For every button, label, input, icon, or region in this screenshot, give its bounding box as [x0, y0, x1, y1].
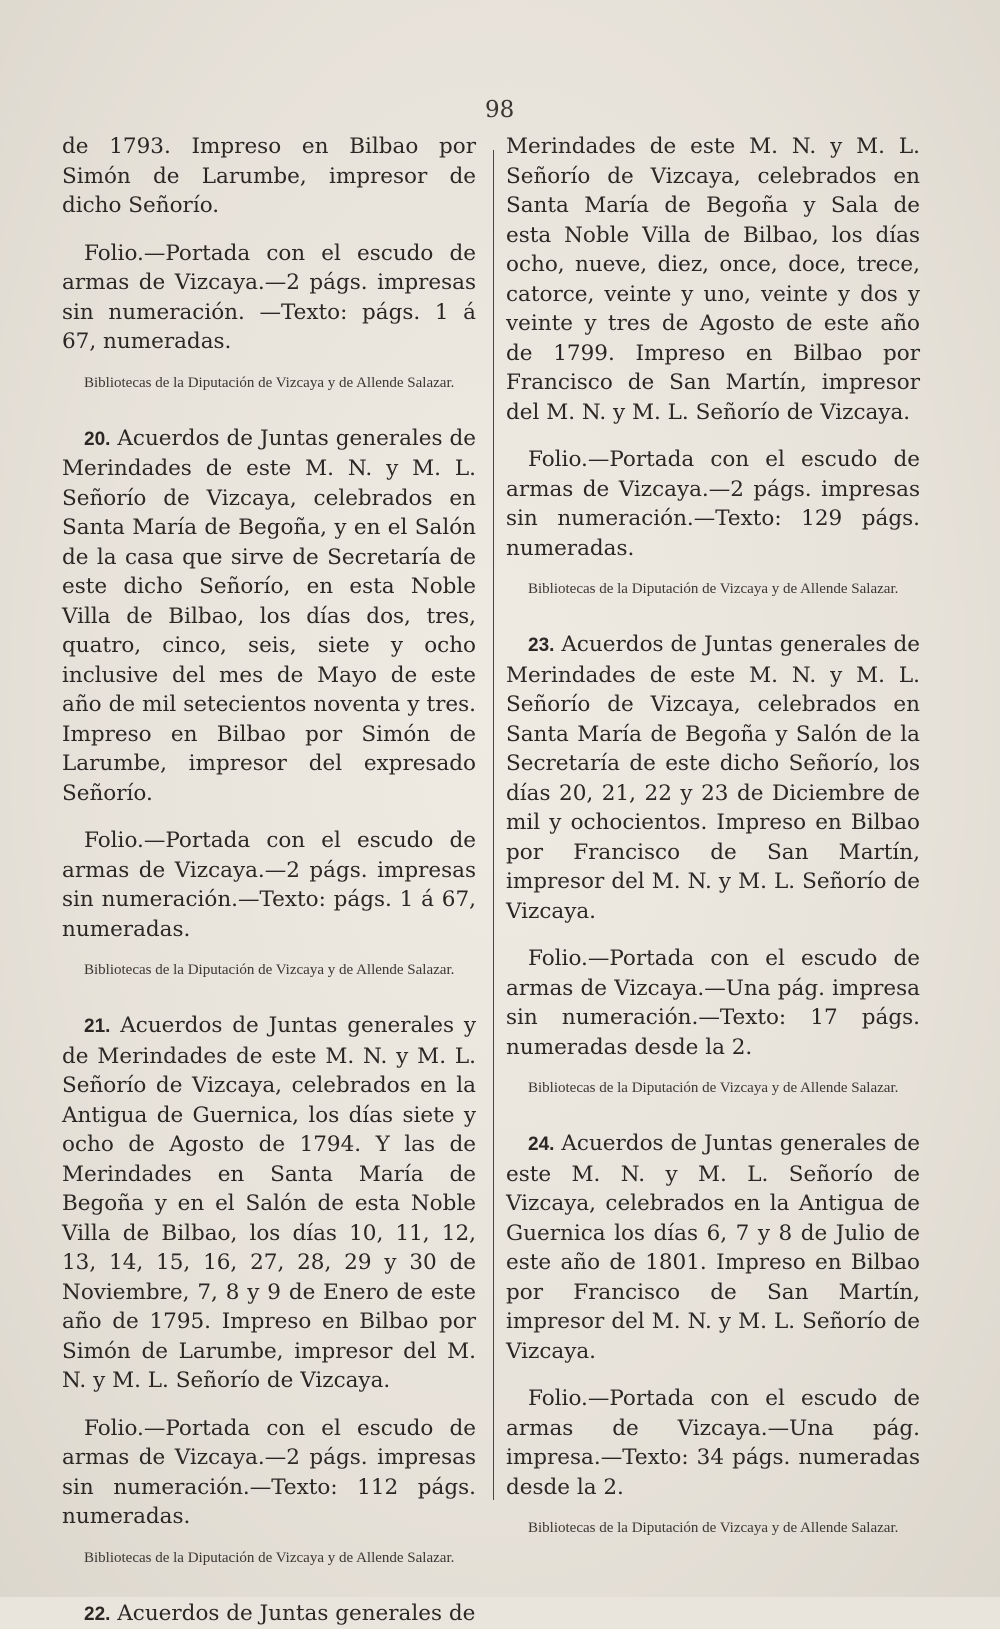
entry-24	[506, 1129, 920, 1366]
continuation-paragraph: de 1793. Impreso en Bilbao por Simón de Larumbe, impresor de dicho Señorío.	[62, 132, 476, 221]
left-column	[62, 132, 476, 1629]
folio-description: Folio.—Portada con el escudo de armas de Vizcaya.—Una pág. impresa.—Texto: 34 págs. numeradas desde la 2.	[506, 1384, 920, 1502]
entry-number: 24.	[528, 1134, 554, 1155]
library-note: Bibliotecas de la Diputación de Vizcaya y de Allende Salazar.	[62, 958, 476, 983]
entry-number: 23.	[528, 635, 554, 656]
folio-description: Folio.—Portada con el escudo de armas de Vizcaya.—Una pág. impresa sin numeración.—Texto: 17 págs. numeradas desde la 2.	[506, 944, 920, 1062]
entry-21	[62, 1011, 476, 1396]
entry-22-continuation: Merindades de este M. N. y M. L. Señorío de Vizcaya, celebrados en Santa María de Begoña y Sala de esta Noble Villa de Bilbao, los días ocho, nueve, diez, once, doce, trece, catorce, veinte y uno, veinte y dos y veinte y tres de Agosto de este año de 1799. Impreso en Bilbao por Francisco de San Martín, impresor del M. N. y M. L. Señorío de Vizcaya.	[506, 132, 920, 427]
folio-description: Folio.—Portada con el escudo de armas de Vizcaya.—2 págs. impresas sin numeración.—Texto: 112 págs. numeradas.	[62, 1414, 476, 1532]
entry-number: 20.	[84, 429, 110, 450]
page-number: 98	[485, 97, 514, 123]
entry-22	[62, 1599, 476, 1629]
entry-text: Acuerdos de Juntas generales de	[117, 1601, 475, 1626]
column-divider	[493, 150, 494, 1500]
entry-20	[62, 424, 476, 809]
folio-description: Folio.—Portada con el escudo de armas de Vizcaya.—2 págs. impresas sin numeración.—Texto: 129 págs. numeradas.	[506, 445, 920, 563]
library-note: Bibliotecas de la Diputación de Vizcaya y de Allende Salazar.	[506, 577, 920, 602]
right-column	[506, 132, 920, 1541]
library-note: Bibliotecas de la Diputación de Vizcaya y de Allende Salazar.	[62, 371, 476, 396]
entry-number: 22.	[84, 1604, 110, 1625]
entry-number: 21.	[84, 1016, 110, 1037]
entry-23	[506, 630, 920, 926]
library-note: Bibliotecas de la Diputación de Vizcaya y de Allende Salazar.	[506, 1076, 920, 1101]
entry-text: Acuerdos de Juntas generales y de Merindades de este M. N. y M. L. Señorío de Vizcaya, celebrados en la Antigua de Guernica, los días siete y ocho de Agosto de 1794. Y las de Merindades en Santa María de Begoña y en el Salón de esta Noble Villa de Bilbao, los días 10, 11, 12, 13, 14, 15, 16, 27, 28, 29 y 30 de Noviembre, 7, 8 y 9 de Enero de este año de 1795. Impreso en Bilbao por Simón de Larumbe, impresor del M. N. y M. L. Señorío de Vizcaya.	[62, 1013, 476, 1393]
entry-text: Acuerdos de Juntas generales de Merindades de este M. N. y M. L. Señorío de Vizcaya, celebrados en Santa María de Begoña y Salón de la Secretaría de este dicho Señorío, los días 20, 21, 22 y 23 de Diciembre de mil y ochocientos. Impreso en Bilbao por Francisco de San Martín, impresor del M. N. y M. L. Señorío de Vizcaya.	[506, 632, 920, 924]
folio-description: Folio.—Portada con el escudo de armas de Vizcaya.—2 págs. impresas sin numeración. —Texto: págs. 1 á 67, numeradas.	[62, 239, 476, 357]
folio-description: Folio.—Portada con el escudo de armas de Vizcaya.—2 págs. impresas sin numeración.—Texto: págs. 1 á 67, numeradas.	[62, 826, 476, 944]
entry-text: Acuerdos de Juntas generales de Merindades de este M. N. y M. L. Señorío de Vizcaya, celebrados en Santa María de Begoña, y en el Salón de la casa que sirve de Secretaría de este dicho Señorío, en esta Noble Villa de Bilbao, los días dos, tres, quatro, cinco, seis, siete y ocho inclusive del mes de Mayo de este año de mil setecientos noventa y tres. Impreso en Bilbao por Simón de Larumbe, impresor del expresado Señorío.	[62, 426, 476, 806]
library-note: Bibliotecas de la Diputación de Vizcaya y de Allende Salazar.	[506, 1516, 920, 1541]
entry-text: Acuerdos de Juntas generales de este M. N. y M. L. Señorío de Vizcaya, celebrados en la Antigua de Guernica los días 6, 7 y 8 de Julio de este año de 1801. Impreso en Bilbao por Francisco de San Martín, impresor del M. N. y M. L. Señorío de Vizcaya.	[506, 1131, 920, 1364]
library-note: Bibliotecas de la Diputación de Vizcaya y de Allende Salazar.	[62, 1546, 476, 1571]
